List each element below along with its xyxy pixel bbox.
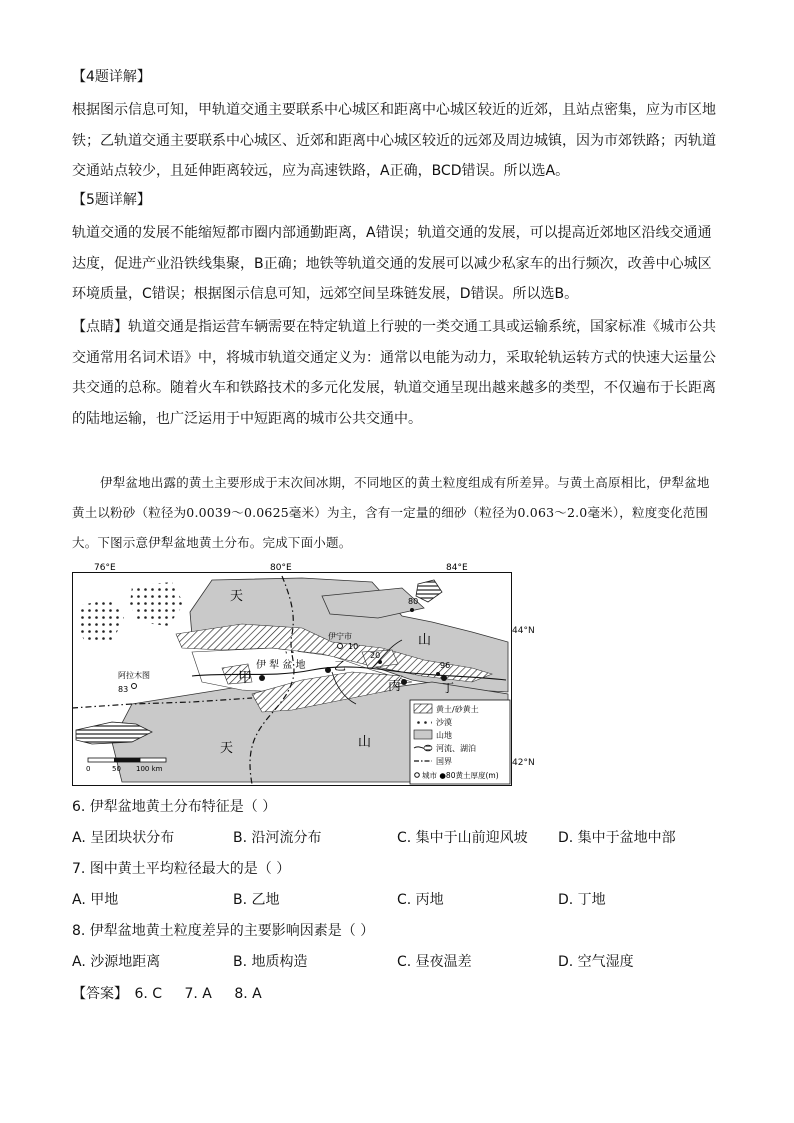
legend-city-swatch	[415, 773, 420, 778]
q8-option-c[interactable]: C. 昼夜温差	[397, 954, 472, 970]
q5-heading: 【5题详解】	[72, 192, 151, 208]
q7-option-c[interactable]: C. 丙地	[397, 892, 444, 908]
lat-label-44: 44°N	[512, 626, 535, 636]
thickness-96: 96	[440, 661, 451, 670]
legend-loess-label: 黄土/砂黄土	[436, 705, 479, 714]
passage-intro: 伊犁盆地出露的黄土主要形成于末次间冰期，不同地区的黄土粒度组成有所差异。与黄土高原相比，伊犁盆地黄土以粉砂（粒径为0.0039～0.0625毫米）为主，含有一定量的细砂（粒径为0.063～2.0毫米），粒度变化范围大。下图示意伊犁盆地黄土分布。完成下面小题。	[72, 475, 710, 550]
basin-label: 伊 犁 盆 地	[256, 660, 306, 671]
thickness-10: 10	[348, 642, 359, 651]
q7-option-d[interactable]: D. 丁地	[558, 892, 606, 908]
lon-label-84: 84°E	[446, 563, 468, 573]
question-8-options	[72, 951, 722, 973]
mountain-label-shan-south: 山	[358, 735, 372, 750]
q8-option-b[interactable]: B. 地质构造	[233, 954, 308, 970]
thickness-20-marker	[378, 660, 382, 664]
legend-mountain-label: 山地	[436, 731, 452, 740]
point-bing-marker	[401, 679, 407, 685]
q6-option-c[interactable]: C. 集中于山前迎风坡	[397, 830, 528, 846]
thickness-20: 20	[370, 651, 381, 660]
q6-option-a[interactable]: A. 呈团块状分布	[72, 830, 175, 846]
scale-bar-right	[140, 758, 166, 762]
point-bing-label: 丙	[388, 679, 402, 694]
tip-paragraph	[72, 312, 720, 434]
city-yining-label: 伊宁市	[328, 632, 352, 641]
legend-city-label: 城市 ●80黄土厚度(m)	[422, 771, 499, 780]
legend-lake-swatch	[424, 745, 432, 751]
thickness-80-marker	[410, 608, 414, 612]
ili-basin-loess-map	[72, 563, 512, 786]
point-jia-label: 甲	[238, 670, 252, 686]
q5-explanation: 轨道交通的发展不能缩短都市圈内部通勤距离，A错误；轨道交通的发展，可以提高近郊地区沿线交通通达度，促进产业沿铁线集聚，B正确；地铁等轨道交通的发展可以减少私家车的出行频次，改善中心城区环境质量，C错误；根据图示信息可知，远郊空间呈珠链发展，D错误。所以选B。	[72, 225, 712, 302]
q4-heading: 【4题详解】	[72, 69, 151, 85]
point-jia-marker	[259, 675, 265, 681]
q7-option-a[interactable]: A. 甲地	[72, 892, 119, 908]
answer-7: 7. A	[184, 986, 212, 1002]
thickness-83: 83	[118, 685, 129, 694]
question-6-options	[72, 827, 722, 849]
mountain-label-tian-south: 天	[220, 741, 234, 756]
legend-desert-label: 沙漠	[436, 718, 452, 727]
point-yi-label: 乙	[334, 659, 347, 673]
question-7-options	[72, 889, 722, 911]
lon-label-76: 76°E	[94, 563, 116, 573]
legend-desert-swatch	[414, 717, 432, 726]
point-ding-label: 丁	[442, 681, 455, 695]
city-almaty-marker	[132, 684, 137, 689]
q8-option-a[interactable]: A. 沙源地距离	[72, 954, 161, 970]
legend-river-label: 河流、湖泊	[436, 744, 476, 753]
q8-option-d[interactable]: D. 空气湿度	[558, 954, 634, 970]
q7-option-b[interactable]: B. 乙地	[233, 892, 280, 908]
tip-label: 【点睛】	[72, 319, 128, 335]
answer-8: 8. A	[234, 986, 262, 1002]
scale-label-100: 100 km	[136, 765, 163, 773]
question-6-stem: 6. 伊犁盆地黄土分布特征是（ ）	[72, 799, 277, 815]
answer-line	[72, 983, 280, 1003]
tip-text: 轨道交通是指运营车辆需要在特定轨道上行驶的一类交通工具或运输系统，国家标准《城市公共交通常用名词术语》中，将城市轨道交通定义为：通常以电能为动力，采取轮轨运转方式的快速大运量公共交通的总称。随着火车和铁路技术的多元化发展，轨道交通呈现出越来越多的类型，不仅遍布于长距离的陆地运输，也广泛运用于中短距离的城市公共交通中。	[72, 319, 716, 427]
question-7-stem: 7. 图中黄土平均粒径最大的是（ ）	[72, 861, 291, 877]
question-8-stem: 8. 伊犁盆地黄土粒度差异的主要影响因素是（ ）	[72, 923, 375, 939]
scale-bar-mid	[114, 758, 140, 762]
q6-option-b[interactable]: B. 沿河流分布	[233, 830, 322, 846]
point-yi-marker	[325, 667, 331, 673]
thickness-80: 80	[408, 597, 419, 606]
legend-border-label: 国界	[436, 757, 452, 766]
lon-label-80: 80°E	[270, 563, 292, 573]
thickness-96-marker	[436, 672, 440, 676]
lat-label-42: 42°N	[512, 758, 535, 768]
q4-explanation: 根据图示信息可知，甲轨道交通主要联系中心城区和距离中心城区较近的近郊，且站点密集，应为市区地铁；乙轨道交通主要联系中心城区、近郊和距离中心城区较近的远郊及周边城镇，因为市郊铁路；丙轨道交通站点较少，且延伸距离较远，应为高速铁路，A正确，BCD错误。所以选A。	[72, 102, 716, 179]
q6-option-d[interactable]: D. 集中于盆地中部	[558, 830, 676, 846]
scale-label-0: 0	[86, 765, 91, 773]
answer-label: 【答案】	[72, 986, 128, 1002]
mountain-label-shan-north: 山	[418, 633, 432, 648]
city-yining-marker	[338, 644, 343, 649]
legend-loess-swatch	[414, 704, 432, 713]
mountain-label-tian-north: 天	[230, 589, 244, 604]
legend-mountain-swatch	[414, 730, 432, 739]
scale-label-50: 50	[112, 765, 121, 773]
answer-6: 6. C	[134, 986, 163, 1002]
city-almaty-label: 阿拉木图	[118, 671, 150, 680]
